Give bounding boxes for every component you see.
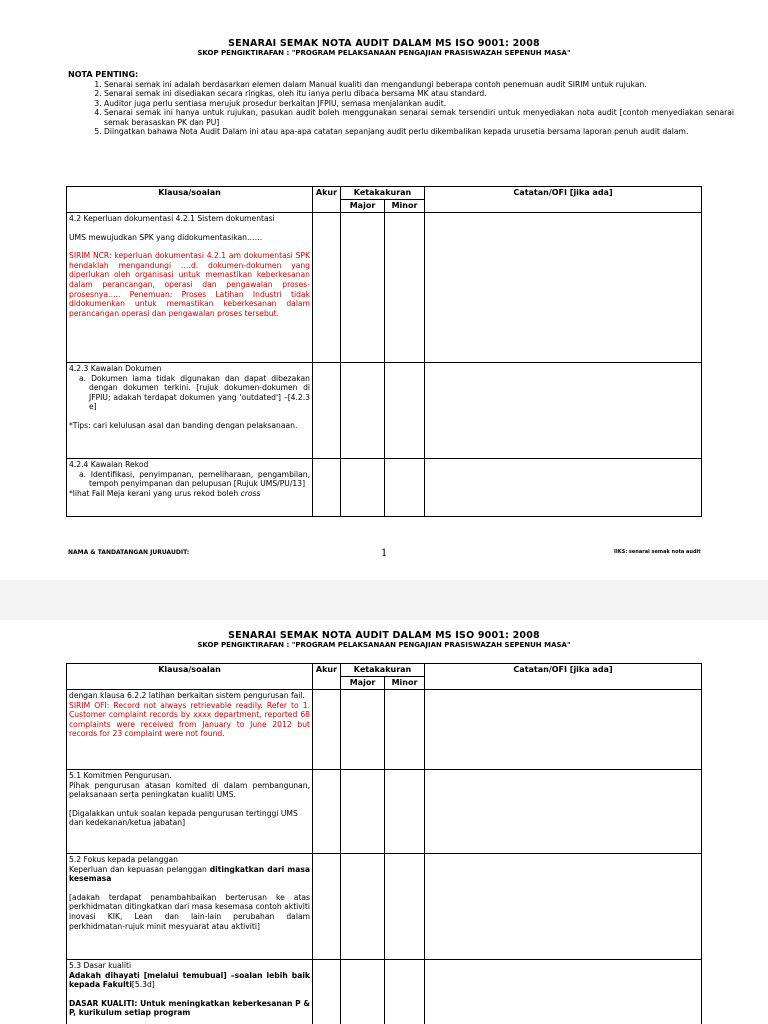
catatan-cell[interactable]: [425, 690, 702, 770]
catatan-cell[interactable]: [425, 459, 702, 517]
table-row: [67, 770, 702, 854]
catatan-cell[interactable]: [425, 363, 702, 459]
catatan-cell[interactable]: [425, 960, 702, 1024]
note-item: 2. Senarai semak ini disediakan secara ringkas, oleh itu ianya perlu dibaca bersama MK atau standard.: [104, 89, 734, 98]
header-major: Major: [341, 677, 385, 690]
notes-heading: NOTA PENTING:: [68, 70, 139, 79]
question-cell: 4.2.3 Kawalan Dokumen a. Dokumen lama tidak digunakan dan dapat dibezakan dengan dokumen terkini. [rujuk dokumen-dokumen di JFPIU; adakah terdapat dokumen yang 'outdated'] –[4.2.3 e] *Tips: cari kelulusan asal dan banding dengan pelaksanaan.: [67, 363, 313, 459]
minor-cell[interactable]: [385, 854, 425, 960]
major-cell[interactable]: [341, 690, 385, 770]
header-akur: Akur: [313, 187, 341, 213]
page-separator: [0, 580, 768, 620]
notes-list: [68, 80, 734, 136]
table-row: [67, 690, 702, 770]
header-catatan: Catatan/OFI [jika ada]: [425, 187, 702, 213]
catatan-cell[interactable]: [425, 854, 702, 960]
catatan-cell[interactable]: [425, 213, 702, 363]
table-row: [67, 960, 702, 1024]
major-cell[interactable]: [341, 960, 385, 1024]
akur-cell[interactable]: [313, 854, 341, 960]
header-ketakakuran: Ketakakuran: [341, 187, 425, 200]
table-row: [67, 363, 702, 459]
note-item: 4. Senarai semak ini hanya untuk rujukan, pasukan audit boleh menggunakan senarai semak tersendiri untuk menyediakan nota audit [contoh menyediakan senarai semak berasaskan PK dan PU]: [104, 108, 734, 127]
major-cell[interactable]: [341, 854, 385, 960]
header-catatan: Catatan/OFI [jika ada]: [425, 664, 702, 690]
minor-cell[interactable]: [385, 459, 425, 517]
akur-cell[interactable]: [313, 213, 341, 363]
question-cell: 5.2 Fokus kepada pelanggan Keperluan dan kepuasan pelanggan ditingkatkan dari masa kesemasa [adakah terdapat penambahbaikan berterusan ke atas perkhidmatan ditingkatkan dari masa kesemasa contoh aktiviti inovasi KIK, Lean dan lain-lain perubahan dalam perkhidmatan-rujuk minit mesyuarat atau aktiviti]: [67, 854, 313, 960]
header-minor: Minor: [385, 200, 425, 213]
major-cell[interactable]: [341, 363, 385, 459]
checklist-table: [66, 663, 702, 1024]
document-subtitle: SKOP PENGIKTIRAFAN : "PROGRAM PELAKSANAAN PENGAJIAN PRASISWAZAH SEPENUH MASA": [197, 641, 571, 649]
note-item: 5. Diingatkan bahawa Nota Audit Dalam ini atau apa-apa catatan sepanjang audit perlu dikembalikan kepada urusetia bersama laporan penuh audit dalam.: [104, 127, 734, 136]
footer-doc-ref: IIKS: senarai semak nota audit: [614, 549, 701, 555]
header-akur: Akur: [313, 664, 341, 690]
question-cell: 5.1 Komitmen Pengurusan. Pihak pengurusan atasan komited di dalam pembangunan, pelaksanaan serta peningkatan kualiti UMS. [Digalakkan untuk soalan kepada pengurusan tertinggi UMS dan kedekanan/ketua jabatan]: [67, 770, 313, 854]
akur-cell[interactable]: [313, 770, 341, 854]
table-row: [67, 854, 702, 960]
document-title: SENARAI SEMAK NOTA AUDIT DALAM MS ISO 9001: 2008: [228, 38, 540, 49]
document-subtitle: SKOP PENGIKTIRAFAN : "PROGRAM PELAKSANAAN PENGAJIAN PRASISWAZAH SEPENUH MASA": [197, 49, 571, 57]
sirim-ncr-note: SIRIM NCR: keperluan dokumentasi 4.2.1 am dokumentasi SPK hendaklah mengandungi ….d. dokumen-dokumen yang diperlukan oleh organisasi untuk memastikan keberkesanan dalam perancangan, operasi dan pengawalan proses-prosesnya….. Penemuan: Proses Latihan Industri tidak didokumenkan untuk memastikan keberkesanan dalam perancangan operasi dan pengawalan proses tersebut.: [69, 251, 310, 318]
minor-cell[interactable]: [385, 690, 425, 770]
header-major: Major: [341, 200, 385, 213]
major-cell[interactable]: [341, 770, 385, 854]
question-cell: 5.3 Dasar kualiti Adakah dihayati [melalui temubual] –soalan lebih baik kepada Fakulti[5.3d] DASAR KUALITI: Untuk meningkatkan keberkesanan P & P, kurikulum setiap program: [67, 960, 313, 1024]
question-cell: dengan klausa 6.2.2 latihan berkaitan sistem pengurusan fail. SIRIM OFI: Record not always retrievable readily. Refer to 1. Customer complaint records by xxxx department, reported 68 complaints were received from January to June 2012 but records for 23 complaint were not found.: [67, 690, 313, 770]
table-row: [67, 459, 702, 517]
header-klausa: Klausa/soalan: [67, 187, 313, 213]
minor-cell[interactable]: [385, 363, 425, 459]
note-item: 3. Auditor juga perlu sentiasa merujuk prosedur berkaitan JFPIU, semasa menjalankan audit.: [104, 99, 734, 108]
akur-cell[interactable]: [313, 363, 341, 459]
major-cell[interactable]: [341, 459, 385, 517]
page-2: [0, 620, 768, 1024]
minor-cell[interactable]: [385, 213, 425, 363]
question-cell: 4.2 Keperluan dokumentasi 4.2.1 Sistem dokumentasi UMS mewujudkan SPK yang didokumentasikan…… SIRIM NCR: keperluan dokumentasi 4.2.1 am dokumentasi SPK hendaklah mengandungi ….d. dokumen-dokumen yang diperlukan oleh organisasi untuk memastikan keberkesanan dalam perancangan, operasi dan pengawalan proses-prosesnya….. Penemuan: Proses Latihan Industri tidak didokumenkan untuk memastikan keberkesanan dalam perancangan operasi dan pengawalan proses tersebut.: [67, 213, 313, 363]
header-ketakakuran: Ketakakuran: [341, 664, 425, 677]
checklist-table: [66, 186, 702, 517]
header-klausa: Klausa/soalan: [67, 664, 313, 690]
note-item: 1. Senarai semak ini adalah berdasarkan elemen dalam Manual kualiti dan mengandungi beberapa contoh penemuan audit SIRIM untuk rujukan.: [104, 80, 734, 89]
minor-cell[interactable]: [385, 770, 425, 854]
catatan-cell[interactable]: [425, 770, 702, 854]
sirim-ofi-note: SIRIM OFI: Record not always retrievable readily. Refer to 1. Customer complaint records by xxxx department, reported 68 complaints were received from January to June 2012 but records for 23 complaint were not found.: [69, 700, 310, 739]
akur-cell[interactable]: [313, 459, 341, 517]
table-row: [67, 213, 702, 363]
akur-cell[interactable]: [313, 960, 341, 1024]
document-title: SENARAI SEMAK NOTA AUDIT DALAM MS ISO 9001: 2008: [228, 630, 540, 641]
major-cell[interactable]: [341, 213, 385, 363]
page-number: 1: [381, 548, 388, 559]
minor-cell[interactable]: [385, 960, 425, 1024]
footer-auditor-label: NAMA & TANDATANGAN JURUAUDIT:: [68, 549, 190, 556]
header-minor: Minor: [385, 677, 425, 690]
akur-cell[interactable]: [313, 690, 341, 770]
question-cell: 4.2.4 Kawalan Rekod a. Identifikasi, penyimpanan, pemeliharaan, pengambilan, tempoh penyimpanan dan pelupusan [Rujuk UMS/PU/13] *lihat Fail Meja kerani yang urus rekod boleh cross: [67, 459, 313, 517]
